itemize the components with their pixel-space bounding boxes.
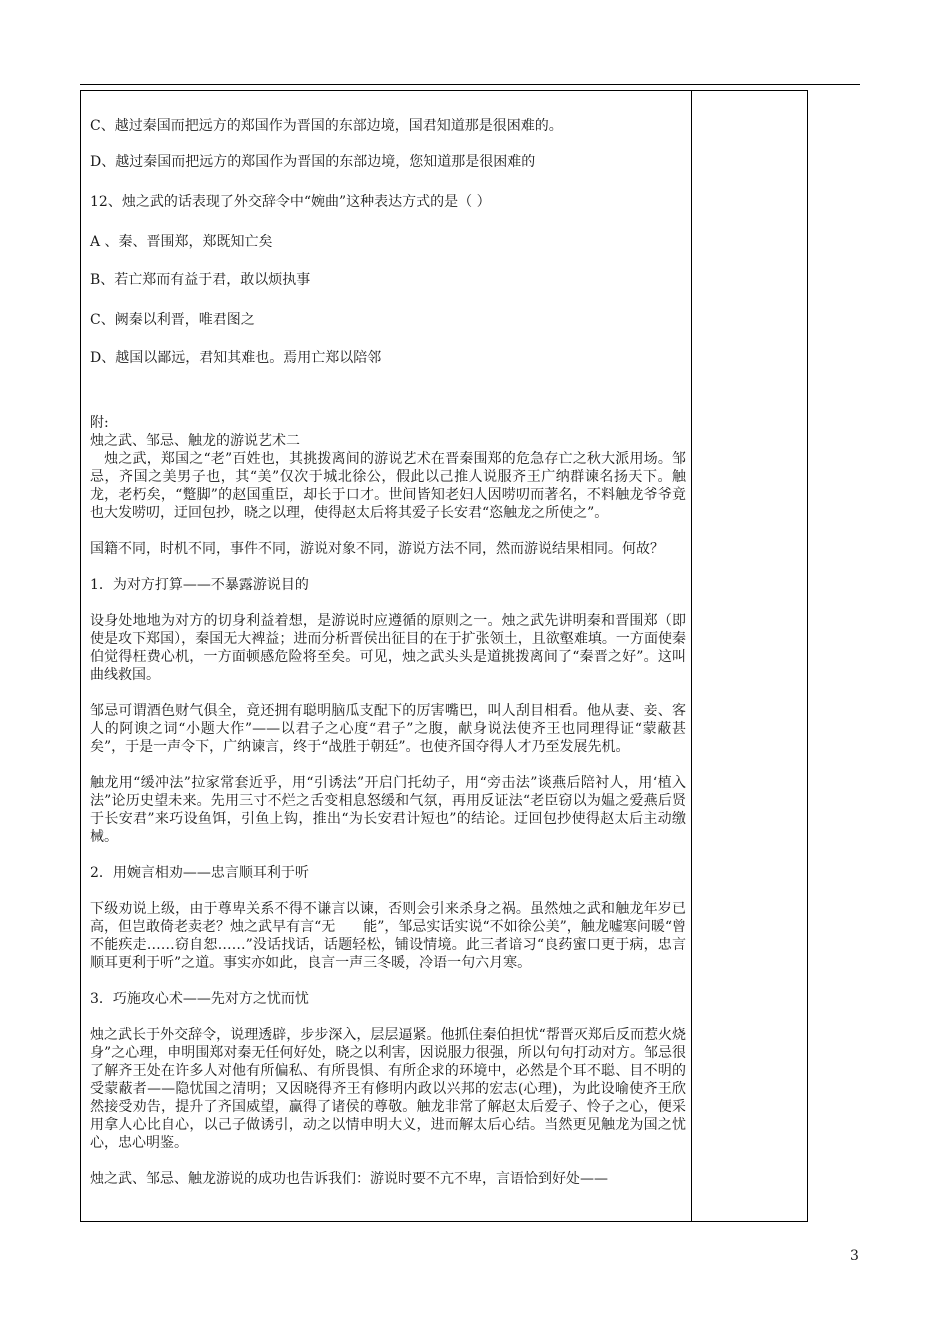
appendix [90, 414, 686, 1188]
paragraph-2: 邹忌可谓酒色财气俱全，竟还拥有聪明脑瓜支配下的厉害嘴巴，叫人刮目相看。他从妻、妾、客人的阿谀之词“小题大作”——以君子之心度“君子”之腹，献身说法使齐王也同理得证“蒙蔽甚矣”，于是一声令下，广纳谏言，终于“战胜于朝廷”。也使齐国夺得人才乃至发展先机。 [90, 703, 686, 755]
q12-stem: 12、烛之武的话表现了外交辞令中“婉曲”这种表达方式的是（ ） [90, 194, 491, 210]
page-number: 3 [850, 1248, 859, 1264]
q11-option-c: C、越过秦国而把远方的郑国作为晋国的东部边境，国君知道那是很困难的。 [90, 118, 563, 134]
section-heading-2: 2．用婉言相劝——忠言顺耳利于听 [90, 865, 309, 881]
q12-option-d: D、越国以鄙远，君知其难也。焉用亡郑以陪邻 [90, 350, 382, 366]
appendix-intro: 烛之武，郑国之“老”百姓也，其挑拨离间的游说艺术在晋秦围郑的危急存亡之秋大派用场。邹忌，齐国之美男子也，其“美”仅次于城北徐公，假此以己推人说服齐王广纳群谏名扬天下。触龙，老朽矣，“蹩脚”的赵国重臣，却长于口才。世间皆知老妇人因唠叨而著名，不料触龙爷爷竟也大发唠叨，迂回包抄，晓之以理，使得赵太后将其爱子长安君“恣触龙之所使之”。 [90, 451, 686, 521]
appendix-label: 附: [90, 415, 109, 431]
paragraph-3: 触龙用“缓冲法”拉家常套近乎，用“引诱法”开启门托幼子，用“旁击法”谈燕后陪衬人，用‘植入法”论历史望未来。先用三寸不烂之舌变相息怒缓和气氛，再用反证法“老臣窃以为媪之爱燕后贤于长安君”来巧设鱼饵，引鱼上钩，推出“为长安君计短也”的结论。迂回包抄使得赵太后主动缴械。 [90, 775, 686, 845]
q12-option-b: B、若亡郑而有益于君，敢以烦执事 [90, 272, 311, 288]
section-heading-3: 3．巧施攻心术——先对方之忧而忧 [90, 991, 309, 1007]
appendix-question: 国籍不同，时机不同，事件不同，游说对象不同，游说方法不同，然而游说结果相同。何故？ [90, 541, 664, 557]
paragraph-5: 烛之武长于外交辞令，说理透辟，步步深入，层层逼紧。他抓住秦伯担忧“帮晋灭郑后反而惹火烧身”之心理，申明围郑对秦无任何好处，晓之以利害，因说服力很强，所以句句打动对方。邹忌很了解齐王处在许多人对他有所偏私、有所畏惧、有所企求的环境中，必然是个耳不聪、目不明的受蒙蔽者——隐忧国之清明；又因晓得齐王有修明内政以兴邦的宏志(心理)，为此设喻使齐王欣然接受劝告，提升了齐国威望，赢得了诸侯的尊敬。触龙非常了解赵太后爱子、怜子之心，便采用拿人心比自心，以己子做诱引，动之以情申明大义，进而解太后心结。当然更见触龙为国之忧心，忠心明鉴。 [90, 1027, 686, 1151]
q12-option-a: A 、秦、晋围郑，郑既知亡矣 [90, 234, 273, 250]
header-rule [80, 84, 860, 85]
paragraph-1: 设身处地地为对方的切身利益着想，是游说时应遵循的原则之一。烛之武先讲明秦和晋围郑（即使是攻下郑国），秦国无大裨益；进而分析晋侯出征目的在于扩张领土，且欲壑难填。一方面使秦伯觉得枉费心机，一方面顿感危险将至矣。可见，烛之武头头是道挑拨离间了“秦晋之好”。这叫曲线救国。 [90, 613, 686, 683]
paragraph-4: 下级劝说上级，由于尊卑关系不得不谦言以谏，否则会引来杀身之祸。虽然烛之武和触龙年岁已高，但岂敢倚老卖老？烛之武早有言“无 能”，邹忌实话实说“不如徐公美”，触龙嘘寒问暖“曾不能疾走……窃自恕……”没话找话，话题轻松，铺设情境。此三者谙习“良药蜜口更于病，忠言顺耳更利于听”之道。事实亦如此，良言一声三冬暖，冷语一句六月寒。 [90, 901, 686, 971]
appendix-title: 烛之武、邹忌、触龙的游说艺术二 [90, 433, 300, 449]
q12-option-c: C、阙秦以利晋，唯君图之 [90, 312, 255, 328]
section-heading-1: 1．为对方打算——不暴露游说目的 [90, 577, 309, 593]
table-column-divider [691, 90, 692, 1222]
q11-option-d: D、越过秦国而把远方的郑国作为晋国的东部边境，您知道那是很困难的 [90, 154, 536, 170]
closing-paragraph: 烛之武、邹忌、触龙游说的成功也告诉我们：游说时要不亢不卑，言语恰到好处—— [90, 1171, 608, 1187]
